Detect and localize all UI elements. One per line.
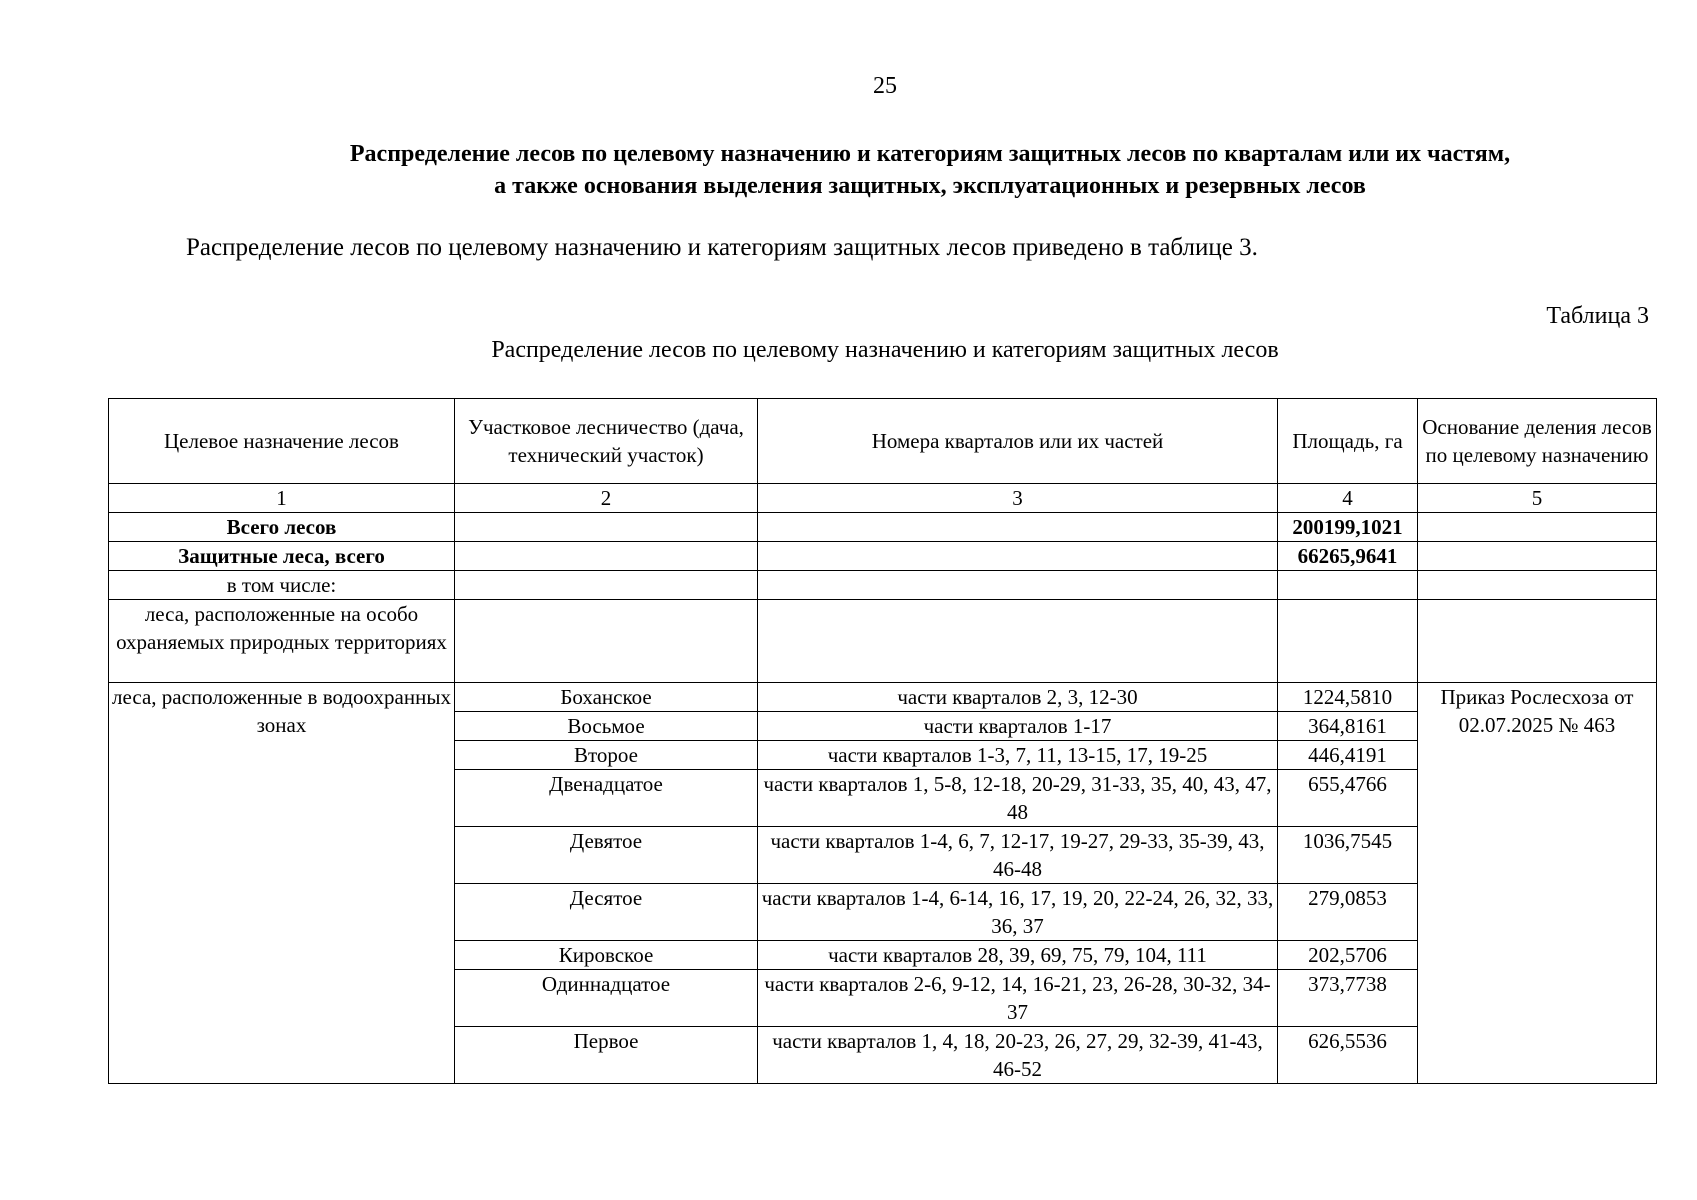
forestry-cell: Десятое xyxy=(455,884,758,941)
forestry-cell: Двенадцатое xyxy=(455,770,758,827)
table-label: Таблица 3 xyxy=(1546,303,1649,329)
column-number: 4 xyxy=(1278,484,1418,513)
area-cell: 655,4766 xyxy=(1278,770,1418,827)
area-cell: 626,5536 xyxy=(1278,1027,1418,1084)
purpose-cell: Всего лесов xyxy=(109,513,455,542)
empty-cell xyxy=(1418,600,1657,683)
purpose-cell: леса, расположенные на особо охраняемых природных территориях xyxy=(109,600,455,683)
header-cell-forestry: Участковое лесничество (дача, технический участок) xyxy=(455,399,758,484)
forestry-cell: Одиннадцатое xyxy=(455,970,758,1027)
quarters-cell: части кварталов 2, 3, 12-30 xyxy=(758,683,1278,712)
purpose-cell: Защитные леса, всего xyxy=(109,542,455,571)
section-heading-line-2: а также основания выделения защитных, эксплуатационных и резервных лесов xyxy=(494,173,1366,199)
intro-paragraph: Распределение лесов по целевому назначению и категориям защитных лесов приведено в таблице 3. xyxy=(186,234,1258,261)
table-row-total xyxy=(109,513,1657,542)
empty-cell xyxy=(758,571,1278,600)
area-cell: 66265,9641 xyxy=(1278,542,1418,571)
column-number: 1 xyxy=(109,484,455,513)
area-cell xyxy=(1278,600,1418,683)
forestry-cell: Первое xyxy=(455,1027,758,1084)
table-row-protective-total xyxy=(109,542,1657,571)
quarters-cell: части кварталов 1-17 xyxy=(758,712,1278,741)
section-heading-line-1: Распределение лесов по целевому назначению и категориям защитных лесов по кварталам или их частям, xyxy=(349,141,1511,167)
quarters-cell: части кварталов 2-6, 9-12, 14, 16-21, 23, 26-28, 30-32, 34-37 xyxy=(758,970,1278,1027)
table-row-protected-areas xyxy=(109,600,1657,683)
table-row xyxy=(109,683,1657,712)
table-header-row xyxy=(109,399,1657,484)
forestry-cell: Кировское xyxy=(455,941,758,970)
quarters-cell: части кварталов 1-4, 6, 7, 12-17, 19-27, 29-33, 35-39, 43, 46-48 xyxy=(758,827,1278,884)
water-zone-purpose-cell: леса, расположенные в водоохранных зонах xyxy=(109,683,455,1084)
area-cell: 364,8161 xyxy=(1278,712,1418,741)
column-number: 2 xyxy=(455,484,758,513)
area-cell: 373,7738 xyxy=(1278,970,1418,1027)
forestry-cell: Девятое xyxy=(455,827,758,884)
column-number-row xyxy=(109,484,1657,513)
basis-cell: Приказ Рослесхоза от 02.07.2025 № 463 xyxy=(1418,683,1657,1084)
area-cell xyxy=(1278,571,1418,600)
forestry-cell: Восьмое xyxy=(455,712,758,741)
area-cell: 1224,5810 xyxy=(1278,683,1418,712)
empty-cell xyxy=(1418,542,1657,571)
forestry-cell: Боханское xyxy=(455,683,758,712)
empty-cell xyxy=(758,600,1278,683)
empty-cell xyxy=(455,513,758,542)
forest-distribution-table xyxy=(108,398,1657,1084)
empty-cell xyxy=(758,542,1278,571)
column-number: 3 xyxy=(758,484,1278,513)
quarters-cell: части кварталов 1, 5-8, 12-18, 20-29, 31-33, 35, 40, 43, 47, 48 xyxy=(758,770,1278,827)
page-number: 25 xyxy=(873,73,897,99)
table-title: Распределение лесов по целевому назначению и категориям защитных лесов xyxy=(491,337,1279,363)
purpose-cell: в том числе: xyxy=(109,571,455,600)
empty-cell xyxy=(455,542,758,571)
header-cell-area: Площадь, га xyxy=(1278,399,1418,484)
quarters-cell: части кварталов 28, 39, 69, 75, 79, 104, 111 xyxy=(758,941,1278,970)
empty-cell xyxy=(1418,513,1657,542)
area-cell: 446,4191 xyxy=(1278,741,1418,770)
section-heading xyxy=(220,138,1640,202)
forestry-cell: Второе xyxy=(455,741,758,770)
empty-cell xyxy=(758,513,1278,542)
empty-cell xyxy=(455,571,758,600)
area-cell: 202,5706 xyxy=(1278,941,1418,970)
quarters-cell: части кварталов 1-3, 7, 11, 13-15, 17, 19-25 xyxy=(758,741,1278,770)
empty-cell xyxy=(455,600,758,683)
quarters-cell: части кварталов 1, 4, 18, 20-23, 26, 27, 29, 32-39, 41-43, 46-52 xyxy=(758,1027,1278,1084)
header-cell-quarters: Номера кварталов или их частей xyxy=(758,399,1278,484)
header-cell-purpose: Целевое назначение лесов xyxy=(109,399,455,484)
column-number: 5 xyxy=(1418,484,1657,513)
area-cell: 200199,1021 xyxy=(1278,513,1418,542)
table-row-including xyxy=(109,571,1657,600)
quarters-cell: части кварталов 1-4, 6-14, 16, 17, 19, 20, 22-24, 26, 32, 33, 36, 37 xyxy=(758,884,1278,941)
area-cell: 279,0853 xyxy=(1278,884,1418,941)
empty-cell xyxy=(1418,571,1657,600)
header-cell-basis: Основание деления лесов по целевому назначению xyxy=(1418,399,1657,484)
area-cell: 1036,7545 xyxy=(1278,827,1418,884)
